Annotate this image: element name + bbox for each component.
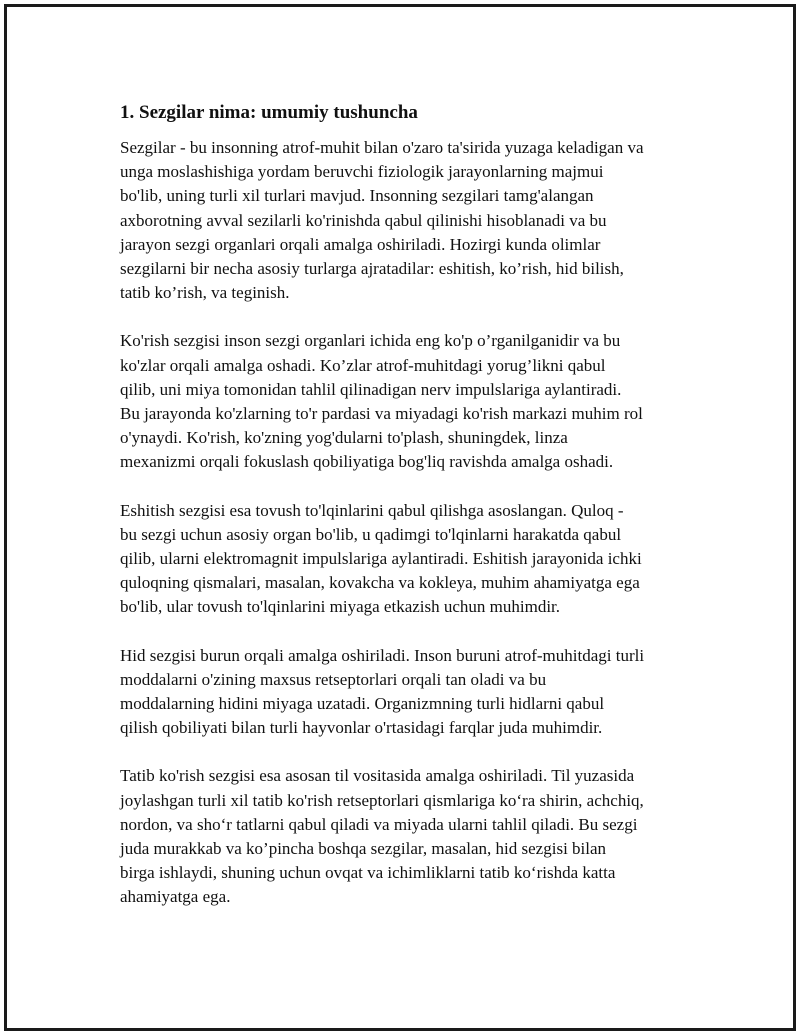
text-line: quloqning qismalari, masalan, kovakcha va kokleya, muhim ahamiyatga ega [120,573,640,593]
text-line: qilib, ularni elektromagnit impulslariga aylantiradi. Eshitish jarayonida ichki [120,549,642,569]
text-line: moddalarni o'zining maxsus retseptorlari orqali tan oladi va bu [120,669,547,689]
text-line: ahamiyatga ega. [120,887,231,907]
text-line: Eshitish sezgisi esa tovush to'lqinlarini qabul qilishga asoslangan. Quloq - [120,500,624,520]
document-body [120,100,700,910]
paragraph-hearing [120,499,700,620]
paragraph-taste [120,764,700,909]
text-line: jarayon sezgi organlari orqali amalga oshiriladi. Hozirgi kunda olimlar [120,234,601,254]
text-line: juda murakkab va ko’pincha boshqa sezgilar, masalan, hid sezgisi bilan [120,839,607,859]
text-line: moddalarning hidini miyaga uzatadi. Organizmning turli hidlarni qabul [120,694,605,714]
paragraph-vision [120,329,700,474]
text-line: qilib, uni miya tomonidan tahlil qilinadigan nerv impulslariga aylantiradi. [120,379,622,399]
paragraph-intro [120,136,700,305]
text-line: joylashgan turli xil tatib ko'rish retseptorlari qismlariga ko‘ra shirin, achchiq, [120,790,644,810]
page-frame [4,4,796,1031]
text-line: qilish qobiliyati bilan turli hayvonlar o'rtasidagi farqlar juda muhimdir. [120,718,603,738]
text-line: mexanizmi orqali fokuslash qobiliyatiga bog'liq ravishda amalga oshadi. [120,452,614,472]
paragraph-smell [120,644,700,741]
text-line: nordon, va sho‘r tatlarni qabul qiladi va miyada ularni tahlil qiladi. Bu sezgi [120,814,638,834]
text-line: Ko'rish sezgisi inson sezgi organlari ichida eng ko'p o’rganilganidir va bu [120,331,621,351]
text-line: birga ishlaydi, shuning uchun ovqat va ichimliklarni tatib ko‘rishda katta [120,863,616,883]
text-line: unga moslashishiga yordam beruvchi fiziologik jarayonlarning majmui [120,162,604,182]
text-line: bu sezgi uchun asosiy organ bo'lib, u qadimgi to'lqinlarni harakatda qabul [120,524,622,544]
section-heading: 1. Sezgilar nima: umumiy tushuncha [120,102,418,123]
text-line: Tatib ko'rish sezgisi esa asosan til vositasida amalga oshiriladi. Til yuzasida [120,766,635,786]
text-line: ko'zlar orqali amalga oshadi. Ko’zlar atrof-muhitdagi yorug’likni qabul [120,355,606,375]
text-line: Sezgilar - bu insonning atrof-muhit bilan o'zaro ta'sirida yuzaga keladigan va [120,138,644,157]
text-line: Bu jarayonda ko'zlarning to'r pardasi va miyadagi ko'rish markazi muhim rol [120,404,643,424]
text-line: sezgilarni bir necha asosiy turlarga ajratadilar: eshitish, ko’rish, hid bilish, [120,259,624,279]
text-line: tatib ko’rish, va teginish. [120,283,290,303]
text-line: bo'lib, uning turli xil turlari mavjud. Insonning sezgilari tamg'alangan [120,186,594,206]
text-line: Hid sezgisi burun orqali amalga oshiriladi. Inson buruni atrof-muhitdagi turli [120,645,645,665]
text-line: axborotning avval sezilarli ko'rinishda qabul qilinishi hisoblanadi va bu [120,210,607,230]
text-line: bo'lib, ular tovush to'lqinlarini miyaga etkazish uchun muhimdir. [120,597,561,617]
text-line: o'ynaydi. Ko'rish, ko'zning yog'dularni to'plash, shuningdek, linza [120,428,568,448]
